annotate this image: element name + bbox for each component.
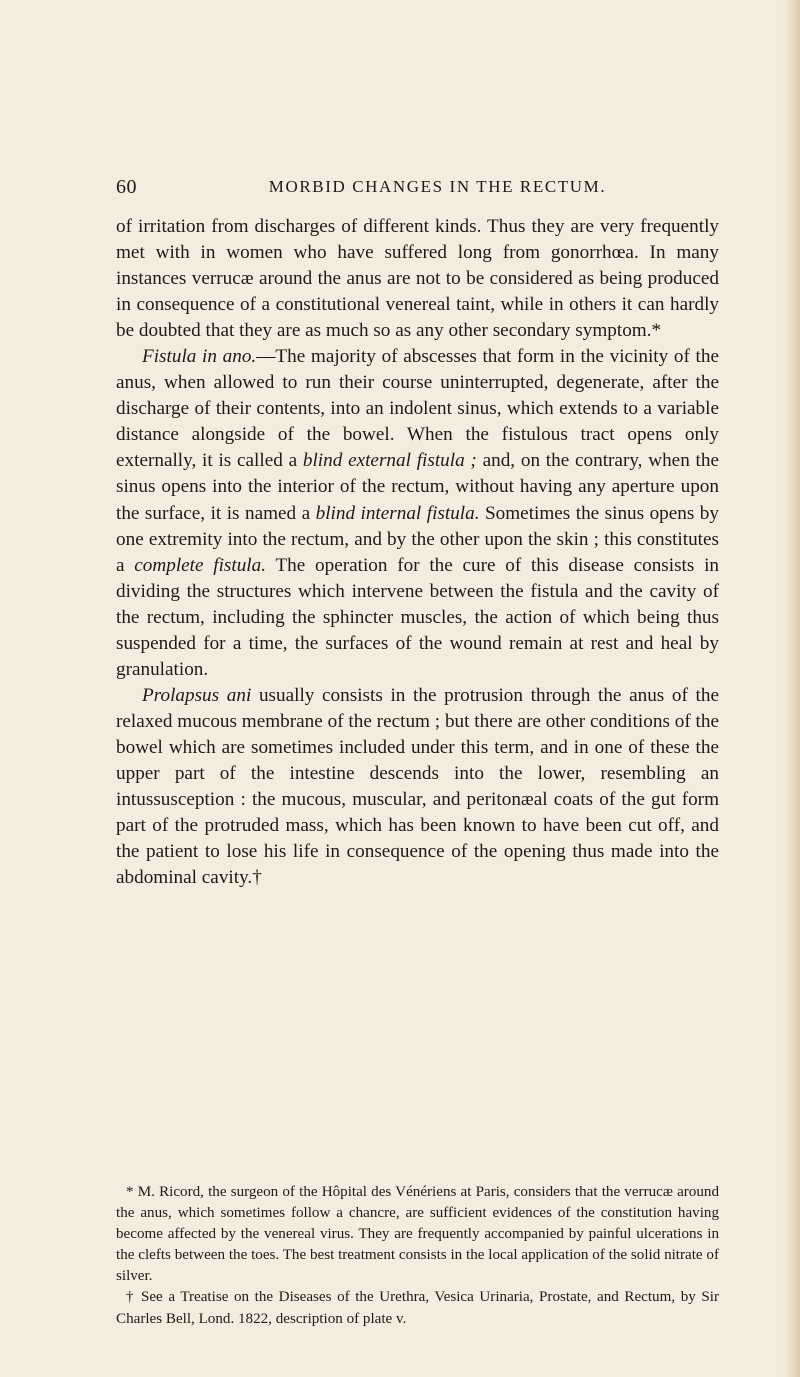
term-complete-fistula: complete fistula. bbox=[134, 554, 267, 576]
text-span: Sometimes the sinus opens by one extremity into the rectum, and by the other upon the skin ; this constitutes a bbox=[116, 502, 719, 576]
footnotes bbox=[116, 1182, 719, 1330]
page-edge-shadow bbox=[782, 0, 800, 1377]
heading-fistula-in-ano: Fistula in ano. bbox=[142, 346, 257, 368]
heading-prolapsus-ani: Prolapsus ani bbox=[142, 684, 252, 706]
footnote-ricord bbox=[116, 1182, 719, 1287]
text-span: and, on the contrary, when the sinus opens into the interior of the rectum, without having any aperture upon the surface, it is named a bbox=[116, 450, 719, 524]
text-span: usually consists in the protrusion through the anus of the relaxed mucous membrane of the rectum ; but there are other conditions of the bowel which are sometimes included under this term, and in one of these the upper part of the intestine descends into the lower, resembling an intussusception : the mucous, muscular, and peritonæal coats of the gut form part of the protruded mass, which has been known to have been cut off, and the patient to lose his life in consequence of the opening thus made into the abdominal cavity.† bbox=[116, 684, 719, 889]
paragraph-verrucae: of irritation from discharges of different kinds. Thus they are very frequently met with in women who have suffered long from gonorrhœa. In many instances verrucæ around the anus are not to be considered as being produced in consequence of a constitutional venereal taint, while in others it can hardly be doubted that they are as much so as any other secondary symptom.* bbox=[116, 216, 719, 342]
paragraph-prolapsus bbox=[116, 683, 719, 891]
paragraph-fistula bbox=[116, 344, 719, 683]
text-span: —The majority of abscesses that form in the vicinity of the anus, when allowed to run their course uninterrupted, degenerate, after the discharge of their contents, into an indolent sinus, which extends to a variable distance alongside of the bowel. When the fistulous tract opens only externally, it is called a bbox=[116, 346, 719, 472]
body-text bbox=[116, 214, 719, 891]
text-span: The operation for the cure of this disease consists in dividing the structures which intervene between the fistula and the cavity of the rectum, including the sphincter muscles, the action of which being thus suspended for a time, the surfaces of the wound remain at rest and heal by granulation. bbox=[116, 554, 720, 680]
footnote-bell bbox=[116, 1287, 719, 1329]
term-blind-external-fistula: blind external fistula ; bbox=[302, 450, 477, 472]
footnote-text: † See a Treatise on the Diseases of the Urethra, Vesica Urinaria, Prostate, and Rectum, by Sir Charles Bell, Lond. 1822, description of plate v. bbox=[116, 1289, 719, 1327]
footnote-text: * M. Ricord, the surgeon of the Hôpital des Vénériens at Paris, considers that the verrucæ around the anus, which sometimes follow a chancre, are sufficient evidences of the constitution having become affected by the venereal virus. They are frequently accompanied by painful ulcerations in the clefts between the toes. The best treatment consists in the local application of the solid nitrate of silver. bbox=[116, 1184, 719, 1285]
page-number: 60 bbox=[116, 176, 137, 198]
term-blind-internal-fistula: blind internal fistula. bbox=[315, 502, 480, 524]
running-head bbox=[116, 176, 719, 200]
running-title: MORBID CHANGES IN THE RECTUM. bbox=[268, 177, 607, 196]
